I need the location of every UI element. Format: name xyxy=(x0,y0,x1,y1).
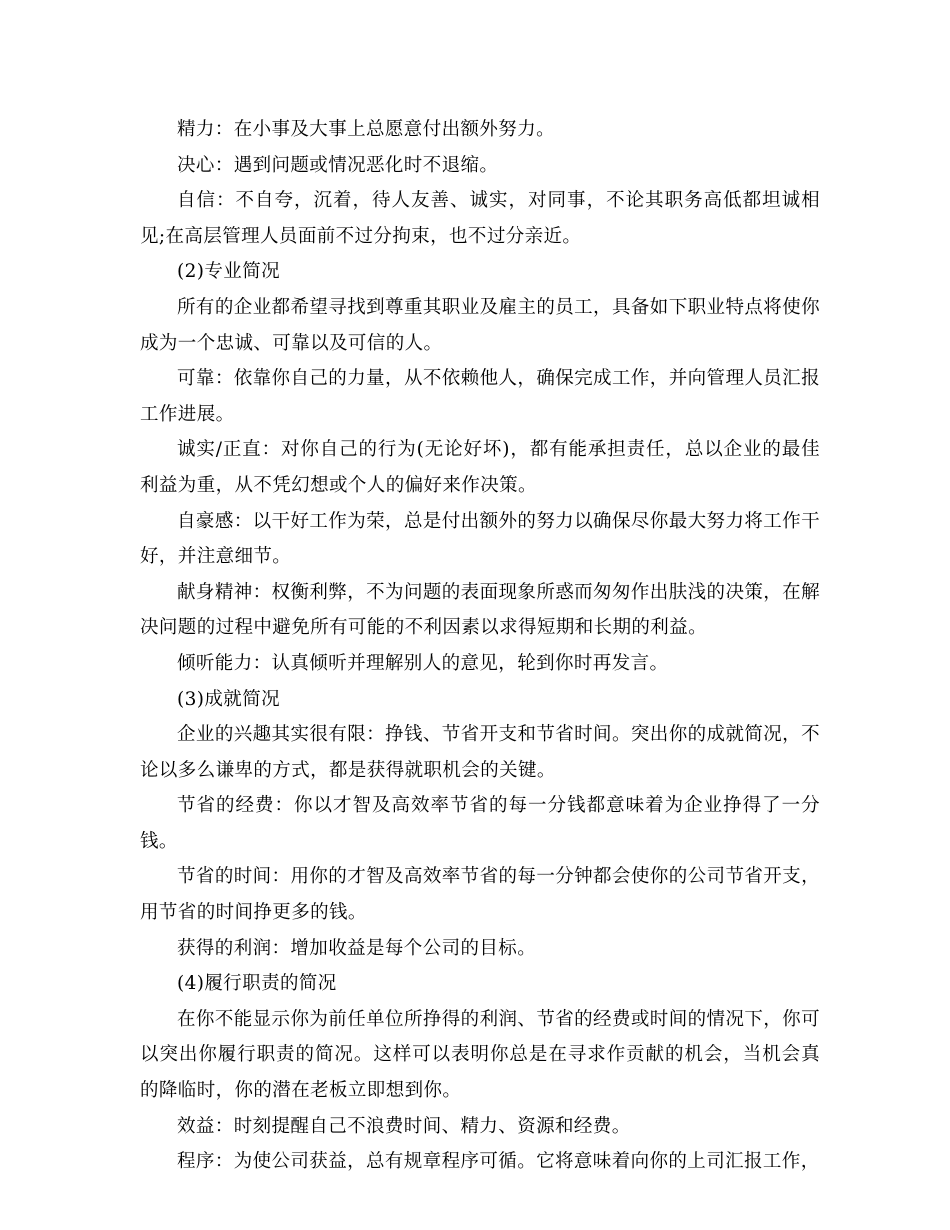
paragraph-saved-time: 节省的时间：用你的才智及高效率节省的每一分钟都会使你的公司节省开支，用节省的时间挣更多的钱。 xyxy=(140,866,820,924)
paragraph-pride: 自豪感：以干好工作为荣，总是付出额外的努力以确保尽你最大努力将工作干好，并注意细节。 xyxy=(140,510,820,568)
paragraph-honesty: 诚实/正直：对你自己的行为(无论好坏)，都有能承担责任，总以企业的最佳利益为重，从不凭幻想或个人的偏好来作决策。 xyxy=(140,439,820,496)
paragraph-determination: 决心：遇到问题或情况恶化时不退缩。 xyxy=(177,154,499,176)
paragraph-dedication: 献身精神：权衡利弊，不为问题的表面现象所惑而匆匆作出肤浅的决策，在解决问题的过程中避免所有可能的不利因素以求得短期和长期的利益。 xyxy=(140,581,820,639)
document-page xyxy=(140,112,820,1180)
section-heading-professional: (2)专业简况 xyxy=(177,261,281,283)
section-heading-duties: (4)履行职责的简况 xyxy=(177,973,337,995)
paragraph-procedure: 程序：为使公司获益，总有规章程序可循。它将意味着向你的上司汇报工作， xyxy=(177,1151,820,1173)
paragraph-efficiency: 效益：时刻提醒自己不浪费时间、精力、资源和经费。 xyxy=(177,1115,631,1137)
paragraph-professional-intro: 所有的企业都希望寻找到尊重其职业及雇主的员工，具备如下职业特点将使你成为一个忠诚、可靠以及可信的人。 xyxy=(140,296,820,354)
paragraph-listening: 倾听能力：认真倾听并理解别人的意见，轮到你时再发言。 xyxy=(177,652,669,674)
paragraph-saved-money: 节省的经费：你以才智及高效率节省的每一分钱都意味着为企业挣得了一分钱。 xyxy=(140,795,820,852)
paragraph-confidence: 自信：不自夸，沉着，待人友善、诚实，对同事，不论其职务高低都坦诚相见;在高层管理人员面前不过分拘束，也不过分亲近。 xyxy=(140,190,820,247)
paragraph-profit: 获得的利润：增加收益是每个公司的目标。 xyxy=(177,937,537,959)
section-heading-achievement: (3)成就简况 xyxy=(177,688,281,710)
paragraph-energy: 精力：在小事及大事上总愿意付出额外努力。 xyxy=(177,119,556,140)
paragraph-reliable: 可靠：依靠你自己的力量，从不依赖他人，确保完成工作，并向管理人员汇报工作进展。 xyxy=(140,368,820,425)
paragraph-duties-intro: 在你不能显示你为前任单位所挣得的利润、节省的经费或时间的情况下，你可以突出你履行职责的简况。这样可以表明你总是在寻求作贡献的机会，当机会真的降临时，你的潜在老板立即想到你。 xyxy=(140,1008,820,1102)
paragraph-achievement-intro: 企业的兴趣其实很有限：挣钱、节省开支和节省时间。突出你的成就简况，不论以多么谦卑的方式，都是获得就职机会的关键。 xyxy=(140,724,820,781)
